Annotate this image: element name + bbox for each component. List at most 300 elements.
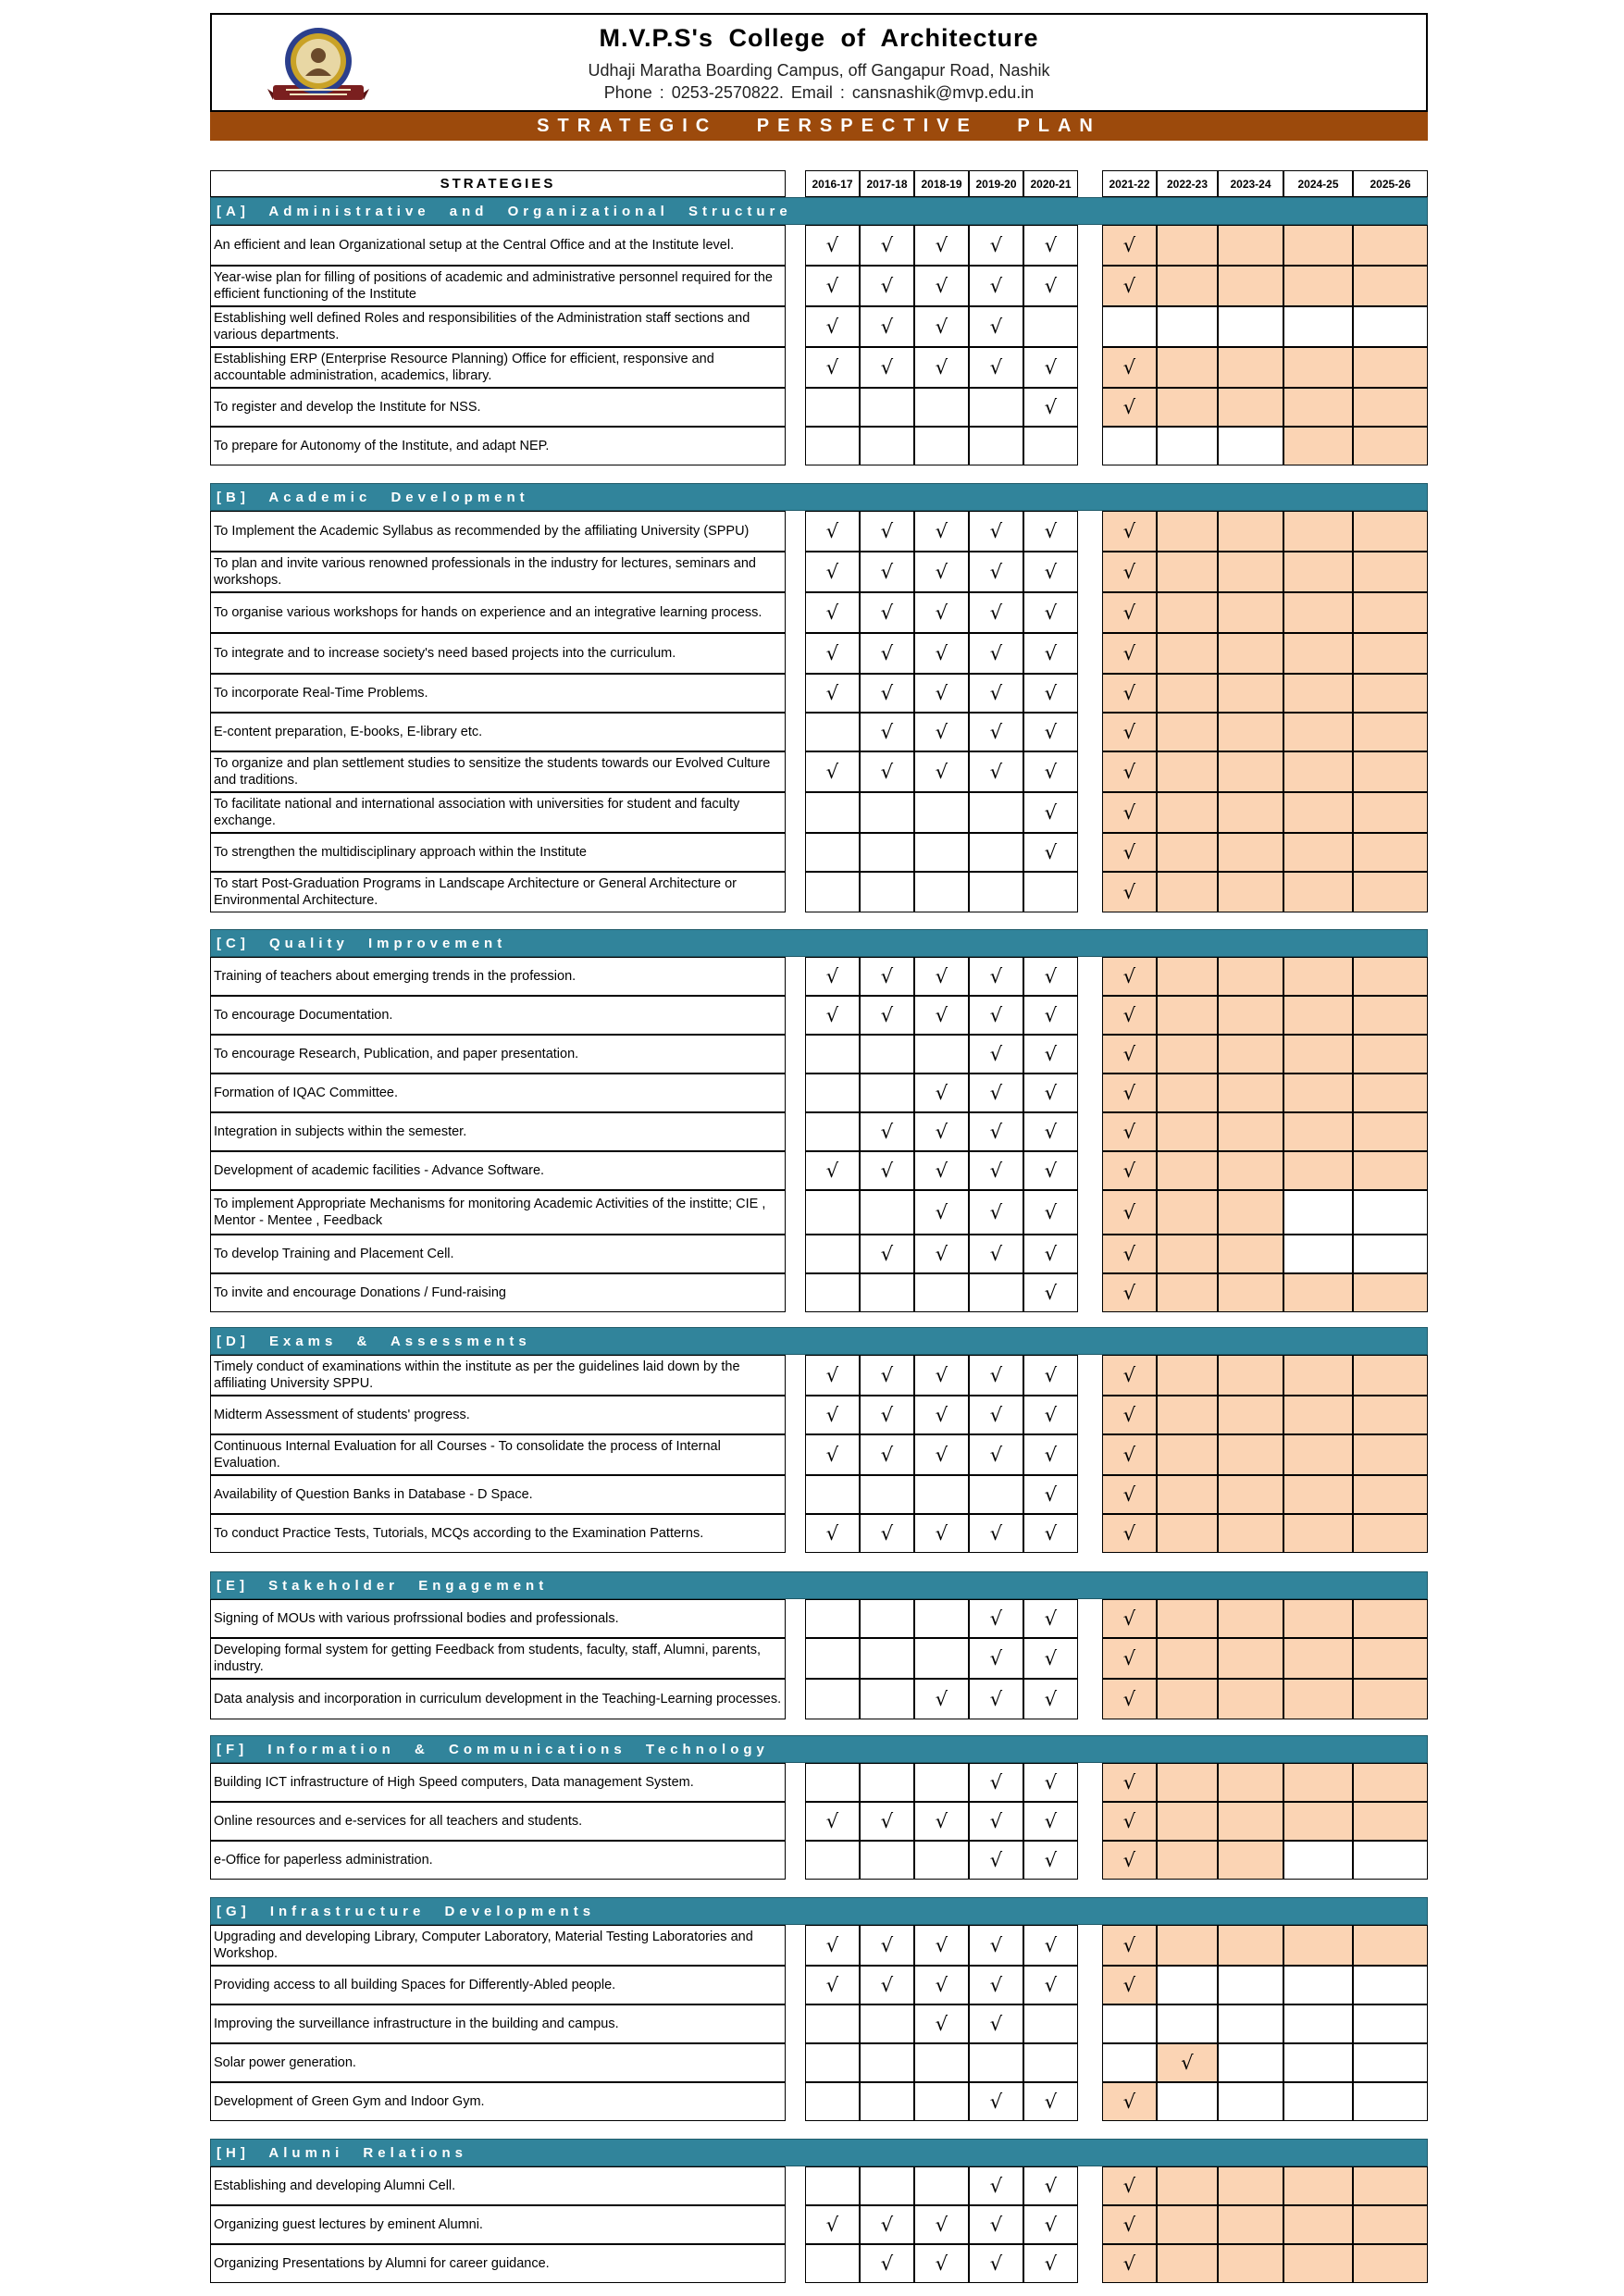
year-status-cell <box>969 633 1023 674</box>
check-mark-icon: √ <box>825 520 839 542</box>
year-status-cell <box>1023 1475 1078 1514</box>
year-status-cell <box>1102 2043 1157 2082</box>
year-status-cell <box>1102 633 1157 674</box>
year-status-cell <box>805 225 860 266</box>
year-status-cell <box>1102 1599 1157 1638</box>
year-status-cell <box>1157 2205 1218 2244</box>
check-mark-icon: √ <box>880 1934 894 1956</box>
year-status-cell <box>1102 2166 1157 2205</box>
year-status-cell <box>1353 1273 1428 1312</box>
year-status-cell <box>1353 1679 1428 1719</box>
check-mark-icon: √ <box>880 1444 894 1466</box>
year-status-cell <box>805 511 860 552</box>
check-mark-icon: √ <box>880 1522 894 1545</box>
year-status-cell <box>1218 633 1283 674</box>
strategy-text: Integration in subjects within the semester. <box>210 1112 786 1151</box>
year-status-cell <box>1102 552 1157 592</box>
year-status-cell <box>1102 792 1157 833</box>
check-mark-icon: √ <box>1122 1004 1136 1026</box>
year-status-cell <box>969 1966 1023 2004</box>
year-status-cell <box>1283 1638 1353 1679</box>
year-status-cell <box>1218 347 1283 388</box>
year-status-cell <box>1283 1679 1353 1719</box>
check-mark-icon: √ <box>1122 1282 1136 1304</box>
year-status-cell <box>1283 2004 1353 2043</box>
check-mark-icon: √ <box>1122 1607 1136 1630</box>
check-mark-icon: √ <box>1122 1483 1136 1506</box>
check-mark-icon: √ <box>935 1121 948 1143</box>
year-status-cell <box>914 2082 969 2121</box>
year-status-cell <box>805 1434 860 1475</box>
year-status-cell <box>1102 1190 1157 1235</box>
year-column-header: 2023-24 <box>1218 170 1283 197</box>
check-mark-icon: √ <box>935 275 948 297</box>
check-mark-icon: √ <box>880 642 894 664</box>
year-status-cell <box>1353 2166 1428 2205</box>
year-status-cell <box>1283 1074 1353 1112</box>
year-status-cell <box>969 872 1023 912</box>
year-column-header: 2022-23 <box>1157 170 1218 197</box>
year-status-cell <box>1157 1035 1218 1074</box>
year-status-cell <box>1283 674 1353 713</box>
year-status-cell <box>1023 1074 1078 1112</box>
year-status-cell <box>1353 1190 1428 1235</box>
check-mark-icon: √ <box>935 1364 948 1386</box>
strategy-text: An efficient and lean Organizational setup at the Central Office and at the Institute level. <box>210 225 786 266</box>
year-status-cell <box>860 1841 914 1880</box>
year-status-cell <box>860 1035 914 1074</box>
year-status-cell <box>1023 2244 1078 2283</box>
strategy-text: Timely conduct of examinations within the institute as per the guidelines laid down by the affiliating University SPPU. <box>210 1355 786 1396</box>
year-status-cell <box>860 957 914 996</box>
year-status-cell <box>1218 266 1283 306</box>
year-status-cell <box>1353 713 1428 751</box>
check-mark-icon: √ <box>935 1243 948 1265</box>
year-status-cell <box>1102 1434 1157 1475</box>
check-mark-icon: √ <box>825 316 839 338</box>
check-mark-icon: √ <box>1044 1444 1058 1466</box>
year-status-cell <box>914 751 969 792</box>
check-mark-icon: √ <box>989 721 1003 743</box>
check-mark-icon: √ <box>880 356 894 379</box>
check-mark-icon: √ <box>880 1160 894 1182</box>
strategy-text: Online resources and e-services for all teachers and students. <box>210 1802 786 1841</box>
year-status-cell <box>1023 592 1078 633</box>
check-mark-icon: √ <box>1122 1201 1136 1223</box>
year-status-cell <box>1023 674 1078 713</box>
year-status-cell <box>1102 1802 1157 1841</box>
strategy-text: Providing access to all building Spaces for Differently-Abled people. <box>210 1966 786 2004</box>
year-status-cell <box>1283 633 1353 674</box>
year-status-cell <box>1102 2082 1157 2121</box>
check-mark-icon: √ <box>825 561 839 583</box>
year-status-cell <box>805 674 860 713</box>
check-mark-icon: √ <box>880 602 894 624</box>
check-mark-icon: √ <box>1044 1043 1058 1065</box>
year-status-cell <box>1102 1841 1157 1880</box>
year-status-cell <box>1218 552 1283 592</box>
strategy-text: Training of teachers about emerging trends in the profession. <box>210 957 786 996</box>
year-status-cell <box>805 1396 860 1434</box>
year-status-cell <box>860 2082 914 2121</box>
year-status-cell <box>1023 833 1078 872</box>
check-mark-icon: √ <box>1044 1121 1058 1143</box>
year-status-cell <box>914 2244 969 2283</box>
year-status-cell <box>1102 674 1157 713</box>
year-status-cell <box>1157 2166 1218 2205</box>
year-status-cell <box>1218 1190 1283 1235</box>
year-status-cell <box>914 1112 969 1151</box>
year-status-cell <box>805 2082 860 2121</box>
check-mark-icon: √ <box>1044 761 1058 783</box>
year-status-cell <box>969 957 1023 996</box>
year-status-cell <box>914 1638 969 1679</box>
year-status-cell <box>1102 833 1157 872</box>
year-status-cell <box>1218 674 1283 713</box>
year-status-cell <box>914 2004 969 2043</box>
year-status-cell <box>1353 1112 1428 1151</box>
check-mark-icon: √ <box>989 761 1003 783</box>
year-status-cell <box>969 511 1023 552</box>
year-status-cell <box>860 1396 914 1434</box>
year-status-cell <box>1218 427 1283 465</box>
year-status-cell <box>1218 1638 1283 1679</box>
check-mark-icon: √ <box>1122 761 1136 783</box>
year-status-cell <box>1102 1475 1157 1514</box>
year-status-cell <box>1023 427 1078 465</box>
year-status-cell <box>1102 1355 1157 1396</box>
year-status-cell <box>914 996 969 1035</box>
check-mark-icon: √ <box>989 1974 1003 1996</box>
year-status-cell <box>805 1190 860 1235</box>
strategy-text: Development of Green Gym and Indoor Gym. <box>210 2082 786 2121</box>
check-mark-icon: √ <box>1122 642 1136 664</box>
year-column-header: 2017-18 <box>860 170 914 197</box>
year-status-cell <box>1353 957 1428 996</box>
check-mark-icon: √ <box>989 1004 1003 1026</box>
year-status-cell <box>1102 225 1157 266</box>
year-status-cell <box>1102 1035 1157 1074</box>
year-status-cell <box>1218 388 1283 427</box>
year-status-cell <box>969 1434 1023 1475</box>
strategy-text: Establishing and developing Alumni Cell. <box>210 2166 786 2205</box>
year-status-cell <box>914 592 969 633</box>
year-status-cell <box>1218 751 1283 792</box>
contact-info: Phone : 0253-2570822. Email : cansnashik@mvp.edu.in <box>603 83 1035 102</box>
check-mark-icon: √ <box>1044 1607 1058 1630</box>
year-status-cell <box>860 2043 914 2082</box>
year-status-cell <box>1283 1112 1353 1151</box>
year-status-cell <box>860 552 914 592</box>
year-status-cell <box>805 1475 860 1514</box>
year-status-cell <box>1283 2166 1353 2205</box>
check-mark-icon: √ <box>989 1647 1003 1669</box>
strategy-text: e-Office for paperless administration. <box>210 1841 786 1880</box>
year-status-cell <box>1353 306 1428 347</box>
year-status-cell <box>969 1190 1023 1235</box>
check-mark-icon: √ <box>989 682 1003 704</box>
check-mark-icon: √ <box>989 1607 1003 1630</box>
check-mark-icon: √ <box>1044 1974 1058 1996</box>
year-status-cell <box>860 1966 914 2004</box>
year-status-cell <box>969 1514 1023 1553</box>
year-status-cell <box>860 1235 914 1273</box>
year-status-cell <box>1353 388 1428 427</box>
year-status-cell <box>1102 996 1157 1035</box>
year-status-cell <box>1023 388 1078 427</box>
check-mark-icon: √ <box>935 1404 948 1426</box>
check-mark-icon: √ <box>825 1522 839 1545</box>
check-mark-icon: √ <box>1122 1647 1136 1669</box>
year-status-cell <box>969 674 1023 713</box>
year-status-cell <box>1353 633 1428 674</box>
strategy-text: Developing formal system for getting Feedback from students, faculty, staff, Alumni, parents, industry. <box>210 1638 786 1679</box>
strategy-text: Data analysis and incorporation in curriculum development in the Teaching-Learning processes. <box>210 1679 786 1719</box>
year-status-cell <box>1023 1925 1078 1966</box>
year-status-cell <box>805 266 860 306</box>
year-status-cell <box>1023 1763 1078 1802</box>
year-status-cell <box>805 552 860 592</box>
year-status-cell <box>969 427 1023 465</box>
year-status-cell <box>969 1638 1023 1679</box>
check-mark-icon: √ <box>989 642 1003 664</box>
year-status-cell <box>805 1763 860 1802</box>
year-status-cell <box>969 1802 1023 1841</box>
year-status-cell <box>805 1235 860 1273</box>
check-mark-icon: √ <box>825 275 839 297</box>
year-status-cell <box>969 266 1023 306</box>
year-status-cell <box>969 1151 1023 1190</box>
year-status-cell <box>1218 792 1283 833</box>
year-status-cell <box>1283 1841 1353 1880</box>
check-mark-icon: √ <box>825 761 839 783</box>
year-status-cell <box>860 2004 914 2043</box>
check-mark-icon: √ <box>1122 801 1136 824</box>
year-status-cell <box>969 1235 1023 1273</box>
year-status-cell <box>914 1235 969 1273</box>
year-status-cell <box>1283 751 1353 792</box>
year-status-cell <box>1283 833 1353 872</box>
year-status-cell <box>914 872 969 912</box>
check-mark-icon: √ <box>989 1121 1003 1143</box>
year-status-cell <box>860 792 914 833</box>
year-status-cell <box>1353 592 1428 633</box>
year-status-cell <box>1283 792 1353 833</box>
year-status-cell <box>969 1074 1023 1112</box>
check-mark-icon: √ <box>1122 1810 1136 1832</box>
strategy-text: To organise various workshops for hands on experience and an integrative learning process. <box>210 592 786 633</box>
check-mark-icon: √ <box>880 1404 894 1426</box>
strategy-text: Building ICT infrastructure of High Speed computers, Data management System. <box>210 1763 786 1802</box>
strategy-text: To develop Training and Placement Cell. <box>210 1235 786 1273</box>
year-status-cell <box>1218 1679 1283 1719</box>
year-status-cell <box>914 388 969 427</box>
check-mark-icon: √ <box>1044 1934 1058 1956</box>
year-status-cell <box>1218 1355 1283 1396</box>
year-status-cell <box>1102 872 1157 912</box>
year-status-cell <box>969 751 1023 792</box>
check-mark-icon: √ <box>880 721 894 743</box>
year-status-cell <box>1157 1966 1218 2004</box>
check-mark-icon: √ <box>989 234 1003 256</box>
year-status-cell <box>1102 751 1157 792</box>
check-mark-icon: √ <box>1044 1810 1058 1832</box>
year-status-cell <box>914 511 969 552</box>
year-status-cell <box>860 1638 914 1679</box>
year-status-cell <box>1283 1475 1353 1514</box>
year-status-cell <box>1023 2082 1078 2121</box>
check-mark-icon: √ <box>880 1974 894 1996</box>
year-status-cell <box>1102 2004 1157 2043</box>
year-status-cell <box>1157 1074 1218 1112</box>
check-mark-icon: √ <box>1044 1483 1058 1506</box>
check-mark-icon: √ <box>825 965 839 987</box>
year-status-cell <box>1218 1966 1283 2004</box>
check-mark-icon: √ <box>989 1688 1003 1710</box>
year-status-cell <box>1157 872 1218 912</box>
check-mark-icon: √ <box>825 602 839 624</box>
check-mark-icon: √ <box>825 2214 839 2236</box>
year-status-cell <box>1023 957 1078 996</box>
year-status-cell <box>969 2166 1023 2205</box>
year-status-cell <box>1102 1763 1157 1802</box>
check-mark-icon: √ <box>989 1043 1003 1065</box>
year-status-cell <box>1023 872 1078 912</box>
year-status-cell <box>1157 388 1218 427</box>
check-mark-icon: √ <box>989 602 1003 624</box>
check-mark-icon: √ <box>1044 1004 1058 1026</box>
check-mark-icon: √ <box>1122 682 1136 704</box>
strategy-text: Signing of MOUs with various profrssional bodies and professionals. <box>210 1599 786 1638</box>
year-status-cell <box>1157 1679 1218 1719</box>
year-status-cell <box>1157 1763 1218 1802</box>
year-status-cell <box>1353 427 1428 465</box>
strategy-text: Organizing Presentations by Alumni for career guidance. <box>210 2244 786 2283</box>
year-status-cell <box>1157 1235 1218 1273</box>
year-status-cell <box>1218 1475 1283 1514</box>
check-mark-icon: √ <box>1122 602 1136 624</box>
check-mark-icon: √ <box>1044 2091 1058 2113</box>
year-status-cell <box>1283 1925 1353 1966</box>
check-mark-icon: √ <box>935 642 948 664</box>
year-status-cell <box>914 2205 969 2244</box>
year-status-cell <box>1283 306 1353 347</box>
section-header: [E] Stakeholder Engagement <box>210 1571 1428 1599</box>
check-mark-icon: √ <box>1122 1974 1136 1996</box>
year-status-cell <box>1157 996 1218 1035</box>
year-status-cell <box>1283 592 1353 633</box>
check-mark-icon: √ <box>825 642 839 664</box>
year-status-cell <box>914 1925 969 1966</box>
year-status-cell <box>1157 225 1218 266</box>
check-mark-icon: √ <box>935 1934 948 1956</box>
year-status-cell <box>1283 957 1353 996</box>
check-mark-icon: √ <box>1044 801 1058 824</box>
year-status-cell <box>1157 713 1218 751</box>
year-status-cell <box>1283 427 1353 465</box>
year-status-cell <box>1353 2205 1428 2244</box>
check-mark-icon: √ <box>1122 561 1136 583</box>
check-mark-icon: √ <box>935 1522 948 1545</box>
check-mark-icon: √ <box>935 602 948 624</box>
year-status-cell <box>914 1035 969 1074</box>
year-status-cell <box>1283 266 1353 306</box>
year-status-cell <box>1102 266 1157 306</box>
check-mark-icon: √ <box>1044 1647 1058 1669</box>
strategy-text: Improving the surveillance infrastructure in the building and campus. <box>210 2004 786 2043</box>
year-status-cell <box>1218 1273 1283 1312</box>
year-status-cell <box>860 1273 914 1312</box>
year-status-cell <box>914 2043 969 2082</box>
year-status-cell <box>1218 872 1283 912</box>
check-mark-icon: √ <box>1044 682 1058 704</box>
year-status-cell <box>805 427 860 465</box>
check-mark-icon: √ <box>880 761 894 783</box>
year-status-cell <box>1353 1763 1428 1802</box>
year-status-cell <box>1218 1235 1283 1273</box>
check-mark-icon: √ <box>1122 2253 1136 2275</box>
year-status-cell <box>1102 957 1157 996</box>
check-mark-icon: √ <box>1122 275 1136 297</box>
year-status-cell <box>1023 225 1078 266</box>
year-status-cell <box>1218 1599 1283 1638</box>
strategy-text: Formation of IQAC Committee. <box>210 1074 786 1112</box>
year-status-cell <box>1102 1273 1157 1312</box>
year-status-cell <box>805 1273 860 1312</box>
strategy-text: To conduct Practice Tests, Tutorials, MCQs according to the Examination Patterns. <box>210 1514 786 1553</box>
check-mark-icon: √ <box>880 1243 894 1265</box>
year-status-cell <box>1283 2082 1353 2121</box>
year-status-cell <box>1102 427 1157 465</box>
check-mark-icon: √ <box>1122 356 1136 379</box>
section-header: [F] Information & Communications Technology <box>210 1735 1428 1763</box>
check-mark-icon: √ <box>1044 275 1058 297</box>
year-status-cell <box>914 674 969 713</box>
year-status-cell <box>969 347 1023 388</box>
year-status-cell <box>1353 1355 1428 1396</box>
year-status-cell <box>860 1514 914 1553</box>
year-status-cell <box>860 2166 914 2205</box>
year-status-cell <box>1353 347 1428 388</box>
strategy-text: Establishing well defined Roles and responsibilities of the Administration staff sections and various departments. <box>210 306 786 347</box>
check-mark-icon: √ <box>989 1444 1003 1466</box>
year-status-cell <box>1283 1035 1353 1074</box>
year-status-cell <box>1023 1638 1078 1679</box>
year-status-cell <box>914 1434 969 1475</box>
year-status-cell <box>860 1355 914 1396</box>
check-mark-icon: √ <box>935 1810 948 1832</box>
year-status-cell <box>1283 872 1353 912</box>
check-mark-icon: √ <box>880 234 894 256</box>
year-status-cell <box>860 1112 914 1151</box>
year-status-cell <box>1023 1679 1078 1719</box>
check-mark-icon: √ <box>1122 1364 1136 1386</box>
year-status-cell <box>805 1841 860 1880</box>
year-status-cell <box>1353 872 1428 912</box>
check-mark-icon: √ <box>989 2175 1003 2197</box>
check-mark-icon: √ <box>1122 2175 1136 2197</box>
year-column-header: 2025-26 <box>1353 170 1428 197</box>
check-mark-icon: √ <box>935 682 948 704</box>
year-status-cell <box>969 833 1023 872</box>
year-status-cell <box>1283 1355 1353 1396</box>
year-status-cell <box>1353 2082 1428 2121</box>
year-status-cell <box>1283 225 1353 266</box>
check-mark-icon: √ <box>1044 602 1058 624</box>
section-header: [D] Exams & Assessments <box>210 1327 1428 1355</box>
year-status-cell <box>1353 1434 1428 1475</box>
strategy-text: To invite and encourage Donations / Fund-raising <box>210 1273 786 1312</box>
